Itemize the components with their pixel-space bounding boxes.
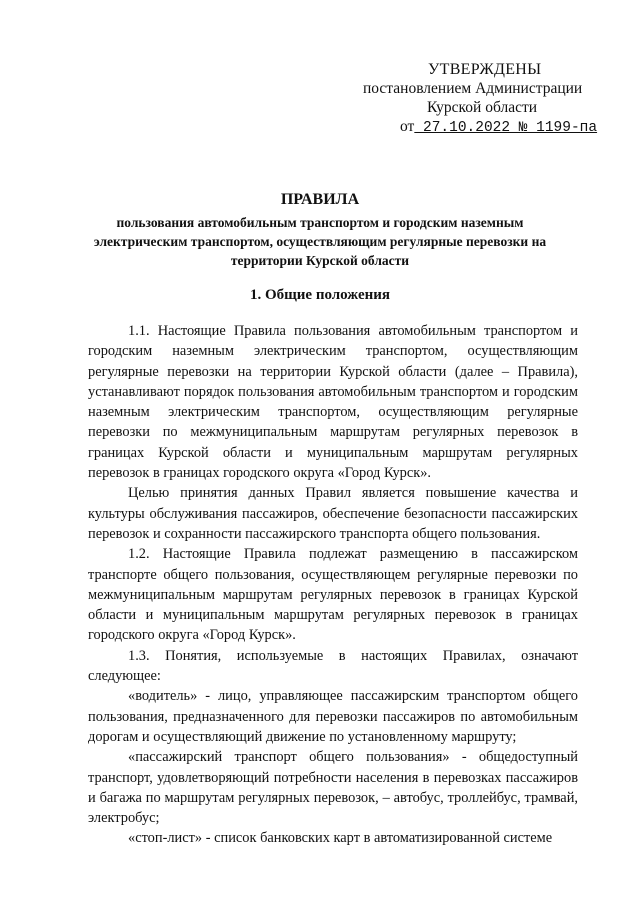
approval-issuer: постановлением Администрации [363,80,583,97]
approval-date-prefix: от [400,118,415,135]
paragraph-1-2: 1.2. Настоящие Правила подлежат размещению в пассажирском транспорте общего пользования, осуществляющем регулярные перевозки по межмуниципальным маршрутам регулярных перевозок в границах Курской области и муниципальным маршрутам регулярных перевозок в границах городского округа «Город Курск». [88,546,578,644]
document-title: ПРАВИЛА [280,191,360,208]
definition-stop-list: «стоп-лист» - список банковских карт в автоматизированной системе [128,830,553,847]
approval-region: Курской области [427,99,538,116]
approval-date-number: 27.10.2022 № 1199-па [414,120,598,136]
approval-block [360,60,620,138]
paragraph-1-3: 1.3. Понятия, используемые в настоящих Правилах, означают следующее: [88,647,578,685]
paragraph-1-1: 1.1. Настоящие Правила пользования автомобильным транспортом и городским наземным электрическим транспортом, осуществляющим регулярные перевозки на территории Курской области (далее – Правила), устанавливают порядок пользования автомобильным транспортом и городским наземным электрическим транспортом, осуществляющим регулярные перевозки по межмуниципальным маршрутам регулярных перевозок в границах Курской области и муниципальным маршрутам регулярных перевозок в границах городского округа «Город Курск». [88,323,578,482]
definition-driver: «водитель» - лицо, управляющее пассажирским транспортом общего пользования, предназначенного для перевозки пассажиров по автомобильным дорогам и осуществляющий движение по установленному маршруту; [88,688,578,745]
document-subtitle: пользования автомобильным транспортом и городским наземным электрическим транспортом, осуществляющим регулярные перевозки на территории Курской области [93,215,547,268]
section-heading: 1. Общие положения [249,287,391,303]
approval-heading: УТВЕРЖДЕНЫ [428,61,542,78]
paragraph-goal: Целью принятия данных Правил является повышение качества и культуры обслуживания пассажиров, обеспечение безопасности пассажирских перевозок и сохранности пассажирского транспорта общего пользования. [88,485,578,542]
approval-date-line [360,117,620,138]
document-body [88,321,578,849]
definition-public-transport: «пассажирский транспорт общего пользования» - общедоступный транспорт, удовлетворяющий потребности населения в перевозках пассажиров и багажа по маршрутам регулярных перевозок, – автобус, троллейбус, трамвай, электробус; [88,749,578,827]
